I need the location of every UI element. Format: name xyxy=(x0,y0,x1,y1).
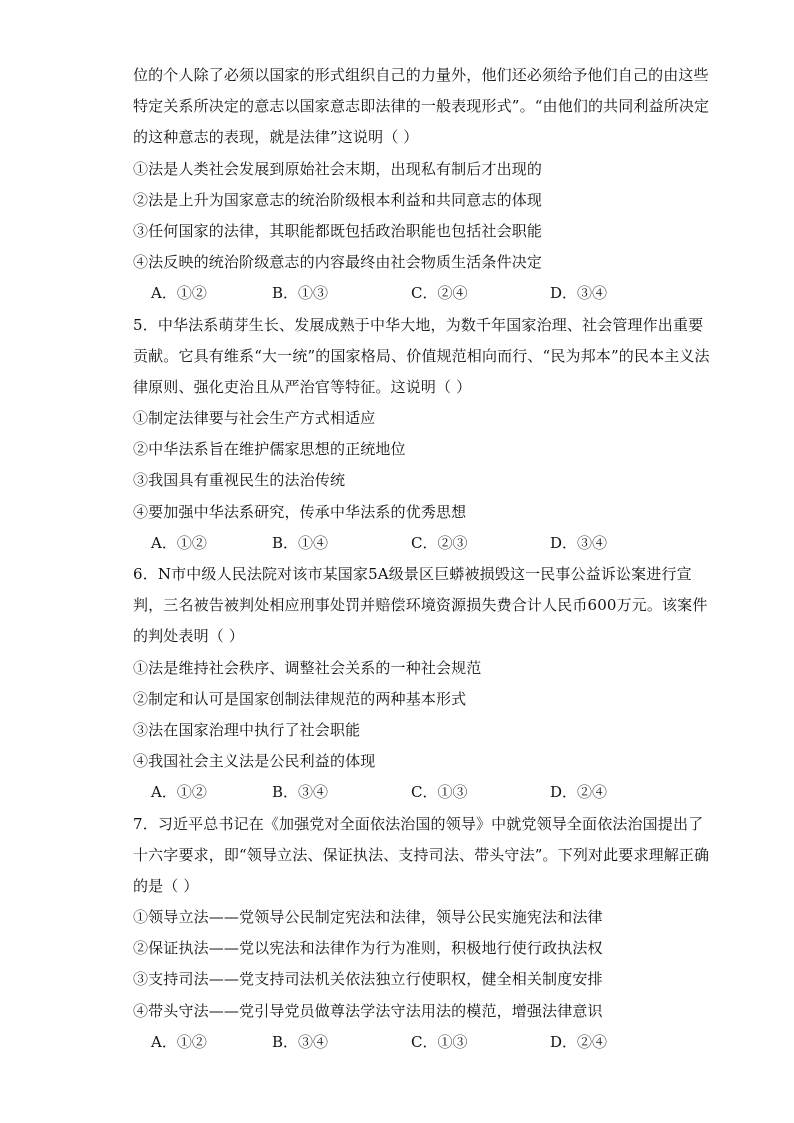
question-stem-line: 6．N市中级人民法院对该市某国家5A级景区巨蟒被损毁这一民事公益诉讼案进行宣 xyxy=(133,565,692,583)
question-stem-line: 的这种意志的表现，就是法律”这说明（ ） xyxy=(133,128,419,147)
statement-item: ①制定法律要与社会生产方式相适应 xyxy=(133,409,376,428)
option-c[interactable]: C．①③ xyxy=(411,783,468,802)
answer-options xyxy=(133,278,673,309)
statement-item: ①法是人类社会发展到原始社会末期，出现私有制后才出现的 xyxy=(133,159,543,178)
question-stem-line: 5．中华法系萌芽生长、发展成熟于中华大地，为数千年国家治理、社会管理作出重要 xyxy=(133,315,704,334)
statement-item: ①法是维持社会秩序、调整社会关系的一种社会规范 xyxy=(133,658,482,677)
statement-item: ④法反映的统治阶级意志的内容最终由社会物质生活条件决定 xyxy=(133,253,543,272)
option-c[interactable]: C．②③ xyxy=(411,533,468,552)
option-a[interactable]: A．①② xyxy=(151,533,207,552)
answer-options xyxy=(133,1027,673,1058)
statement-item: ②保证执法——党以宪法和法律作为行为准则，积极地行使行政执法权 xyxy=(133,939,603,958)
statement-item: ④带头守法——党引导党员做尊法学法守法用法的模范，增强法律意识 xyxy=(133,1001,603,1020)
statement-item: ①领导立法——党领导公民制定宪法和法律，领导公民实施宪法和法律 xyxy=(133,908,603,927)
option-a[interactable]: A．①② xyxy=(151,783,207,802)
statement-item: ③我国具有重视民生的法治传统 xyxy=(133,471,346,490)
option-d[interactable]: D．②④ xyxy=(550,1032,608,1051)
statement-item: ③支持司法——党支持司法机关依法独立行使职权，健全相关制度安排 xyxy=(133,970,603,989)
option-a[interactable]: A．①② xyxy=(151,1032,207,1051)
question-6 xyxy=(133,559,708,809)
statement-item: ③任何国家的法律，其职能都既包括政治职能也包括社会职能 xyxy=(133,221,543,240)
question-stem-line: 位的个人除了必须以国家的形式组织自己的力量外，他们还必须给予他们自己的由这些 xyxy=(133,66,709,84)
question-4-continued xyxy=(133,60,710,310)
question-7 xyxy=(133,809,710,1059)
option-d[interactable]: D．③④ xyxy=(550,284,608,303)
statement-item: ②制定和认可是国家创制法律规范的两种基本形式 xyxy=(133,689,467,708)
option-c[interactable]: C．①③ xyxy=(411,1032,468,1051)
option-b[interactable]: B．①④ xyxy=(272,533,329,552)
question-stem-line: 贡献。它具有维系“大一统”的国家格局、价值规范相向而行、“民为邦本”的民本主义法 xyxy=(133,346,710,365)
question-stem-line: 的是（ ） xyxy=(133,876,199,895)
option-b[interactable]: B．③④ xyxy=(272,1032,329,1051)
answer-options xyxy=(133,777,673,808)
question-stem-line: 律原则、强化吏治且从严治官等特征。这说明（ ） xyxy=(133,377,472,396)
option-b[interactable]: B．③④ xyxy=(272,783,329,802)
question-stem-line: 特定关系所决定的意志以国家意志即法律的一般表现形式”。“由他们的共同利益所决定 xyxy=(133,97,710,116)
statement-item: ④要加强中华法系研究，传承中华法系的优秀思想 xyxy=(133,502,467,521)
question-stem-line: 十六字要求，即“领导立法、保证执法、支持司法、带头守法”。下列对此要求理解正确 xyxy=(133,845,710,864)
statement-item: ②法是上升为国家意志的统治阶级根本利益和共同意志的体现 xyxy=(133,190,543,209)
answer-options xyxy=(133,528,673,559)
page-content xyxy=(133,60,710,1058)
statement-item: ②中华法系旨在维护儒家思想的正统地位 xyxy=(133,440,406,459)
option-c[interactable]: C．②④ xyxy=(411,284,468,303)
option-d[interactable]: D．②④ xyxy=(550,783,608,802)
question-stem-line: 判，三名被告被判处相应刑事处罚并赔偿环境资源损失费合计人民币600万元。该案件 xyxy=(133,596,708,615)
statement-item: ④我国社会主义法是公民利益的体现 xyxy=(133,752,376,771)
question-stem-line: 7．习近平总书记在《加强党对全面依法治国的领导》中就党领导全面依法治国提出了 xyxy=(133,814,704,833)
question-5 xyxy=(133,310,710,560)
option-d[interactable]: D．③④ xyxy=(550,533,608,552)
question-stem-line: 的判处表明（ ） xyxy=(133,627,244,646)
option-b[interactable]: B．①③ xyxy=(272,284,329,303)
option-a[interactable]: A．①② xyxy=(151,284,207,303)
statement-item: ③法在国家治理中执行了社会职能 xyxy=(133,720,361,739)
